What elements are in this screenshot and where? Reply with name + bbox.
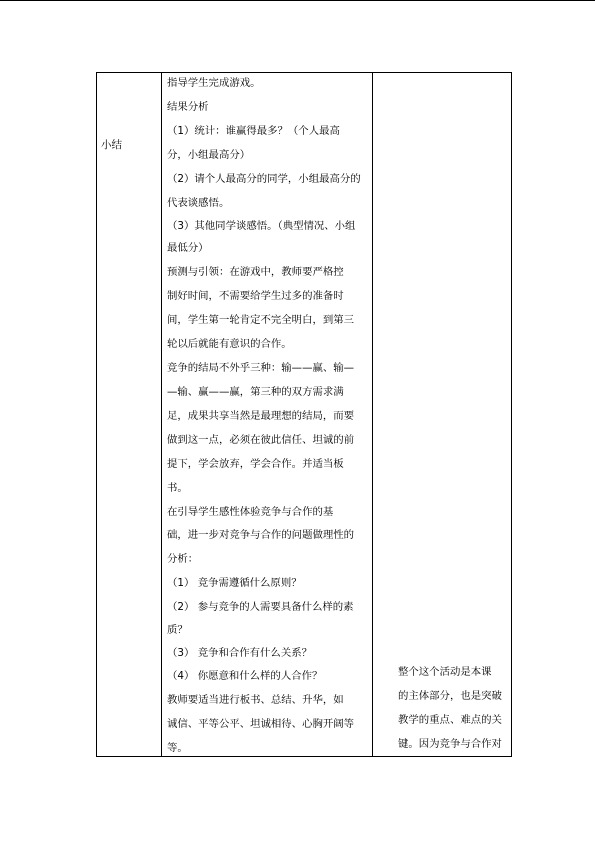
content-line: （4） 你愿意和什么样的人合作？ xyxy=(167,670,323,682)
content-line: （1） 竞争需遵循什么原则？ xyxy=(167,577,302,589)
content-line: 最低分） xyxy=(167,242,209,254)
content-line: 做到这一点，必须在彼此信任、坦诚的前 xyxy=(167,434,355,446)
content-line: （3）其他同学谈感悟。（典型情况、小组 xyxy=(167,220,356,232)
content-line: —输、赢——赢，第三种的双方需求满 xyxy=(167,386,344,398)
content-line: 教师要适当进行板书、总结、升华，如 xyxy=(167,694,344,706)
content-line: 等。 xyxy=(167,742,188,754)
content-line: 制好时间，不需要给学生过多的准备时 xyxy=(167,290,344,302)
content-line: 分，小组最高分） xyxy=(167,149,251,161)
note-line: 整个这个活动是本课 xyxy=(398,666,492,678)
content-line: 诚信、平等公平、坦诚相待、心胸开阔等 xyxy=(167,718,355,730)
content-line: 间，学生第一轮肯定不完全明白，到第三 xyxy=(167,314,355,326)
content-line: 轮以后就能有意识的合作。 xyxy=(167,338,292,350)
note-line: 教学的重点、难点的关 xyxy=(398,714,502,726)
content-line: 书。 xyxy=(167,482,188,494)
content-line: （2）请个人最高分的同学，小组最高分的 xyxy=(167,173,361,185)
table-top-border xyxy=(96,72,512,73)
page-top-border xyxy=(0,0,595,1)
content-line: 结果分析 xyxy=(167,101,209,113)
content-line: 础，进一步对竞争与合作的问题做理性的 xyxy=(167,529,355,541)
table-column-divider xyxy=(372,72,373,757)
content-line: 质？ xyxy=(167,624,188,636)
content-line: 足，成果共享当然是最理想的结局，而要 xyxy=(167,410,355,422)
content-line: 分析： xyxy=(167,553,199,565)
content-line: 代表谈感悟。 xyxy=(167,197,230,209)
note-line: 的主体部分，也是突破 xyxy=(398,690,502,702)
note-line: 键。因为竞争与合作对 xyxy=(398,738,502,750)
table-column-divider xyxy=(161,72,162,757)
section-label: 小结 xyxy=(101,139,122,151)
content-line: 提下，学会放弃，学会合作。并适当板 xyxy=(167,458,344,470)
table-left-border xyxy=(96,72,97,757)
table-bottom-border xyxy=(96,756,512,757)
content-line: 预测与引领：在游戏中，教师要严格控 xyxy=(167,266,344,278)
content-line: 指导学生完成游戏。 xyxy=(167,77,261,89)
content-line: （1）统计：谁赢得最多？（个人最高 xyxy=(167,125,340,137)
content-line: 竞争的结局不外乎三种：输——赢、输— xyxy=(167,362,355,374)
content-line: 在引导学生感性体验竞争与合作的基 xyxy=(167,506,334,518)
table-right-border xyxy=(511,72,512,757)
content-line: （2） 参与竞争的人需要具备什么样的素 xyxy=(167,601,354,613)
content-line: （3） 竞争和合作有什么关系？ xyxy=(167,647,312,659)
